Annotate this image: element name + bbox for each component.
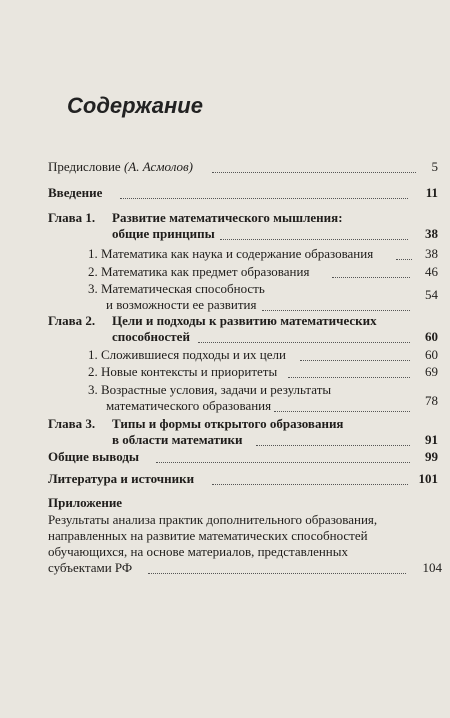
leader-dots <box>148 573 406 574</box>
page-number: 5 <box>431 159 438 174</box>
page-number: 99 <box>425 449 438 464</box>
chapter-1-title-line2[interactable]: общие принципы <box>112 226 215 241</box>
toc-subentry[interactable] <box>88 364 277 380</box>
page-number: 101 <box>418 471 438 486</box>
leader-dots <box>212 172 416 173</box>
leader-dots <box>262 310 410 311</box>
appendix-heading[interactable]: Приложение <box>48 495 123 510</box>
toc-entry-preface[interactable] <box>48 159 193 175</box>
page-number: 38 <box>425 226 438 241</box>
toc-title: Содержание <box>67 93 203 118</box>
subentry-text: Новые контексты и приоритеты <box>101 364 278 379</box>
page-number: 54 <box>425 287 438 302</box>
chapter-2-title-line1[interactable]: Цели и подходы к развитию математических <box>112 313 377 328</box>
subentry-text: Сложившиеся подходы и их цели <box>101 347 286 362</box>
toc-subentry[interactable] <box>88 246 373 262</box>
preface-author: (А. Асмолов) <box>123 159 193 174</box>
page-number: 38 <box>425 246 438 261</box>
page-number: 104 <box>422 560 442 575</box>
appendix-line3: обучающихся, на основе материалов, представленных <box>48 544 349 559</box>
page-number: 11 <box>425 185 438 200</box>
appendix-line1: Результаты анализа практик дополнительного образования, <box>48 512 378 527</box>
toc-subentry[interactable] <box>88 264 309 280</box>
toc-entry-conclusions[interactable]: Общие выводы <box>48 449 140 464</box>
leader-dots <box>220 239 408 240</box>
subentry-number: 3. <box>88 382 98 397</box>
chapter-3-title-line2[interactable]: в области математики <box>112 432 243 447</box>
preface-label: Предисловие <box>48 159 121 174</box>
subentry-text-line1: Возрастные условия, задачи и результаты <box>101 382 332 397</box>
page-number: 60 <box>425 329 438 344</box>
toc-subentry[interactable] <box>88 347 286 363</box>
subentry-number: 3. <box>88 281 98 296</box>
appendix-line2: направленных на развитие математических способностей <box>48 528 368 543</box>
toc-subentry[interactable] <box>88 281 265 297</box>
leader-dots <box>198 342 410 343</box>
subentry-text: Математика как наука и содержание образования <box>101 246 374 261</box>
subentry-number: 2. <box>88 264 98 279</box>
leader-dots <box>274 411 410 412</box>
chapter-1-title-line1[interactable]: Развитие математического мышления: <box>112 210 343 225</box>
toc-subentry[interactable] <box>88 382 331 398</box>
leader-dots <box>288 377 410 378</box>
chapter-3-label: Глава 3. <box>48 416 96 431</box>
chapter-1-label: Глава 1. <box>48 210 96 225</box>
toc-entry-literature[interactable]: Литература и источники <box>48 471 195 486</box>
page-number: 60 <box>425 347 438 362</box>
subentry-text: Математика как предмет образования <box>101 264 310 279</box>
page-number: 78 <box>425 393 438 408</box>
chapter-2-title-line2[interactable]: способностей <box>112 329 190 344</box>
subentry-text-line1: Математическая способность <box>101 281 265 296</box>
leader-dots <box>256 445 410 446</box>
page-number: 91 <box>425 432 438 447</box>
page-number: 46 <box>425 264 438 279</box>
chapter-2-label: Глава 2. <box>48 313 96 328</box>
page-number: 69 <box>425 364 438 379</box>
subentry-number: 1. <box>88 246 98 261</box>
subentry-number: 2. <box>88 364 98 379</box>
leader-dots <box>156 462 410 463</box>
leader-dots <box>300 360 410 361</box>
leader-dots <box>120 198 408 199</box>
leader-dots <box>212 484 408 485</box>
subentry-number: 1. <box>88 347 98 362</box>
chapter-3-title-line1[interactable]: Типы и формы открытого образования <box>112 416 344 431</box>
appendix-line4: субъектами РФ <box>48 560 133 575</box>
subentry-text-line2[interactable]: и возможности ее развития <box>106 297 257 312</box>
subentry-text-line2[interactable]: математического образования <box>106 398 272 413</box>
toc-entry-intro[interactable]: Введение <box>48 185 103 200</box>
